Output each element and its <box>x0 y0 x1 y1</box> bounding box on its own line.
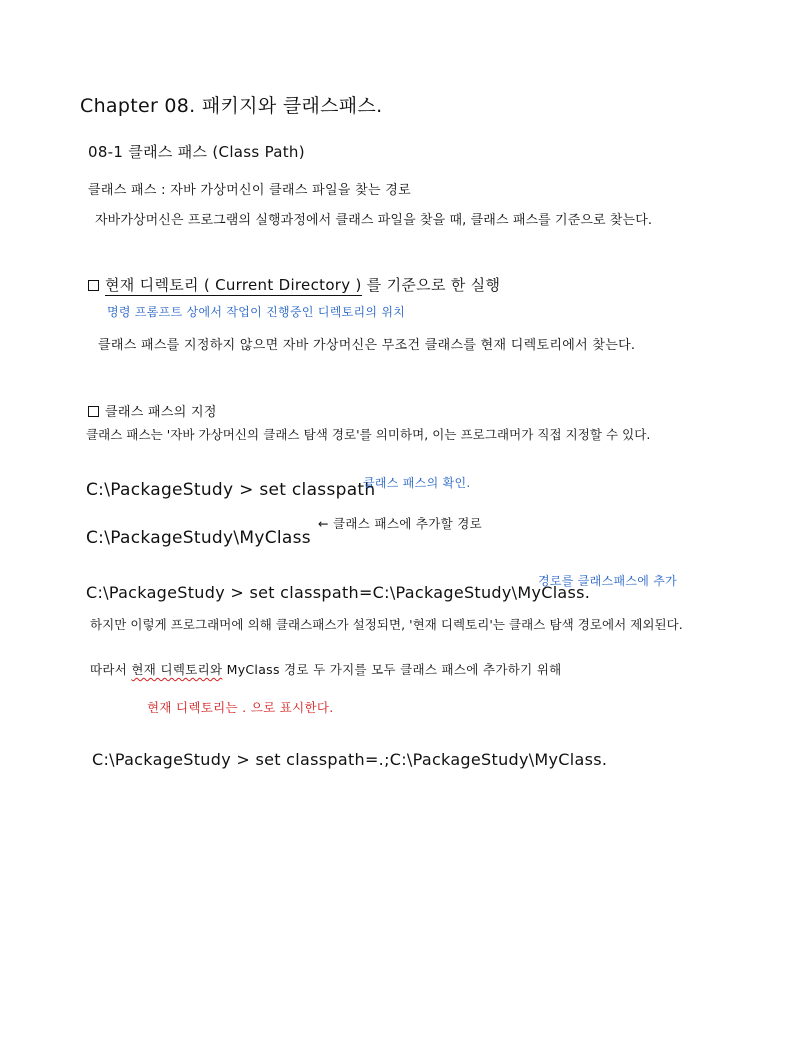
therefore-note <box>90 662 561 677</box>
checkbox-bullet-icon <box>88 280 99 291</box>
command-set-classpath: C:\PackageStudy > set classpath=C:\PackageStudy\MyClass. <box>86 583 591 602</box>
therefore-highlight: 현재 디렉토리와 <box>131 662 223 677</box>
command-show-classpath: C:\PackageStudy > set classpath <box>86 480 376 500</box>
classpath-spec-body: 클래스 패스는 '자바 가상머신의 클래스 탐색 경로'를 의미하며, 이는 프로그래머가 직접 지정할 수 있다. <box>86 427 651 442</box>
therefore-prefix: 따라서 <box>90 662 128 677</box>
classpath-spec-heading-text: 클래스 패스의 지정 <box>105 405 217 420</box>
however-note: 하지만 이렇게 프로그래머에 의해 클래스패스가 설정되면, '현재 디렉토리'는 클래스 탐색 경로에서 제외된다. <box>90 617 683 632</box>
therefore-rest: MyClass 경로 두 가지를 모두 클래스 패스에 추가하기 위해 <box>226 662 562 677</box>
jvm-search-note: 자바가상머신은 프로그램의 실행과정에서 클래스 파일을 찾을 때, 클래스 패스를 기준으로 찾는다. <box>95 213 653 228</box>
classpath-spec-heading <box>88 405 217 421</box>
command-set-classpath-with-dot: C:\PackageStudy > set classpath=.;C:\PackageStudy\MyClass. <box>92 750 608 769</box>
page-title: Chapter 08. 패키지와 클래스패스. <box>80 95 383 117</box>
dot-notation-note: 현재 디렉토리는 . 으로 표시한다. <box>147 700 334 715</box>
classpath-target-path-note: ← 클래스 패스에 추가할 경로 <box>318 516 482 531</box>
current-directory-heading <box>88 276 500 294</box>
current-directory-note: 명령 프롬프트 상에서 작업이 진행중인 디렉토리의 위치 <box>107 305 406 319</box>
current-directory-term: 현재 디렉토리 ( Current Directory ) <box>105 276 362 294</box>
command-set-classpath-note: 경로를 클래스패스에 추가 <box>538 574 678 588</box>
current-directory-body: 클래스 패스를 지정하지 않으면 자바 가상머신은 무조건 클래스를 현재 디렉토리에서 찾는다. <box>98 338 636 353</box>
current-directory-heading-suffix: 를 기준으로 한 실행 <box>366 276 501 294</box>
checkbox-bullet-icon <box>88 406 99 417</box>
section-heading: 08-1 클래스 패스 (Class Path) <box>88 143 305 161</box>
command-show-classpath-note: 클래스 패스의 확인. <box>363 476 471 490</box>
classpath-definition: 클래스 패스 : 자바 가상머신이 클래스 파일을 찾는 경로 <box>88 183 412 198</box>
classpath-target-path: C:\PackageStudy\MyClass <box>86 528 311 548</box>
